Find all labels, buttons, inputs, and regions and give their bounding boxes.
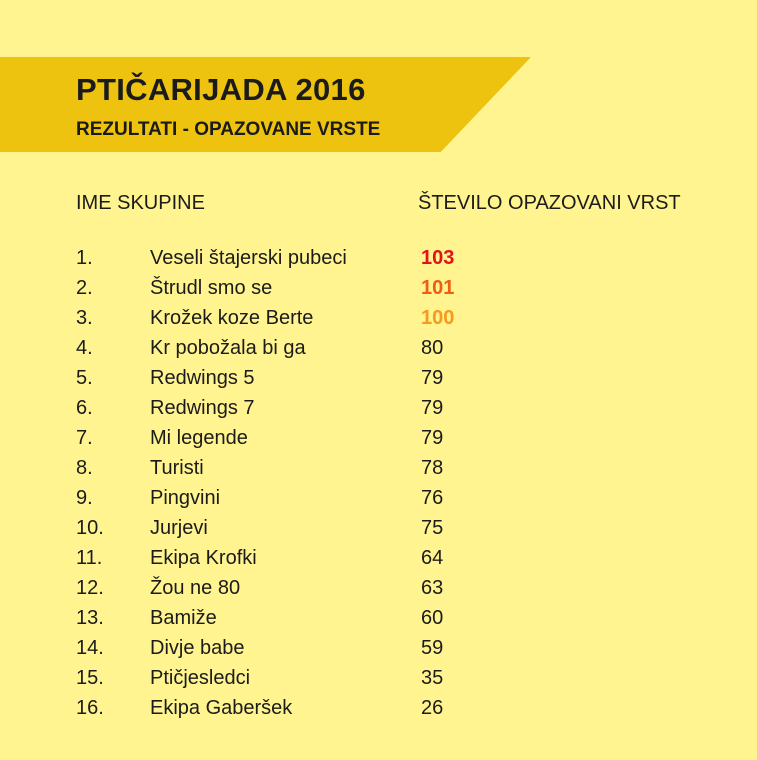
- species-count: 35: [421, 667, 444, 689]
- page-title: PTIČARIJADA 2016: [76, 72, 366, 107]
- results-list: [0, 243, 757, 723]
- team-name: Ekipa Krofki: [150, 547, 257, 569]
- rank-number: 5.: [76, 367, 93, 389]
- rank-number: 12.: [76, 577, 104, 599]
- result-row: [0, 543, 757, 573]
- team-name: Bamiže: [150, 607, 217, 629]
- result-row: [0, 303, 757, 333]
- rank-number: 4.: [76, 337, 93, 359]
- rank-number: 2.: [76, 277, 93, 299]
- rank-number: 9.: [76, 487, 93, 509]
- rank-number: 13.: [76, 607, 104, 629]
- rank-number: 10.: [76, 517, 104, 539]
- result-row: [0, 423, 757, 453]
- result-row: [0, 333, 757, 363]
- rank-number: 11.: [76, 547, 103, 569]
- team-name: Pingvini: [150, 487, 221, 509]
- result-row: [0, 273, 757, 303]
- species-count: 63: [421, 577, 444, 599]
- result-row: [0, 243, 757, 273]
- team-name: Redwings 5: [150, 367, 255, 389]
- species-count: 59: [421, 637, 444, 659]
- rank-number: 15.: [76, 667, 104, 689]
- rank-number: 6.: [76, 397, 93, 419]
- species-count: 100: [421, 307, 455, 329]
- team-name: Kr pobožala bi ga: [150, 337, 306, 359]
- column-header-team-name: IME SKUPINE: [76, 192, 205, 214]
- result-row: [0, 633, 757, 663]
- result-row: [0, 603, 757, 633]
- rank-number: 14.: [76, 637, 104, 659]
- team-name: Veseli štajerski pubeci: [150, 247, 347, 269]
- team-name: Mi legende: [150, 427, 248, 449]
- rank-number: 16.: [76, 697, 104, 719]
- species-count: 60: [421, 607, 444, 629]
- species-count: 64: [421, 547, 444, 569]
- species-count: 26: [421, 697, 444, 719]
- team-name: Ptičjesledci: [150, 667, 251, 689]
- page-subtitle: REZULTATI - OPAZOVANE VRSTE: [76, 119, 381, 140]
- team-name: Žou ne 80: [150, 577, 241, 599]
- rank-number: 1.: [76, 247, 93, 269]
- rank-number: 7.: [76, 427, 93, 449]
- team-name: Jurjevi: [150, 517, 208, 539]
- result-row: [0, 363, 757, 393]
- team-name: Turisti: [150, 457, 204, 479]
- team-name: Divje babe: [150, 637, 245, 659]
- species-count: 79: [421, 397, 444, 419]
- column-header-species-count: ŠTEVILO OPAZOVANI VRST: [418, 192, 681, 214]
- result-row: [0, 663, 757, 693]
- species-count: 80: [421, 337, 444, 359]
- team-name: Krožek koze Berte: [150, 307, 314, 329]
- species-count: 79: [421, 367, 444, 389]
- team-name: Redwings 7: [150, 397, 255, 419]
- species-count: 103: [421, 247, 455, 269]
- result-row: [0, 393, 757, 423]
- species-count: 75: [421, 517, 444, 539]
- result-row: [0, 573, 757, 603]
- rank-number: 3.: [76, 307, 93, 329]
- result-row: [0, 693, 757, 723]
- result-row: [0, 483, 757, 513]
- species-count: 76: [421, 487, 444, 509]
- species-count: 101: [421, 277, 455, 299]
- species-count: 78: [421, 457, 444, 479]
- species-count: 79: [421, 427, 444, 449]
- team-name: Ekipa Gaberšek: [150, 697, 293, 719]
- result-row: [0, 453, 757, 483]
- team-name: Štrudl smo se: [150, 277, 273, 299]
- rank-number: 8.: [76, 457, 93, 479]
- result-row: [0, 513, 757, 543]
